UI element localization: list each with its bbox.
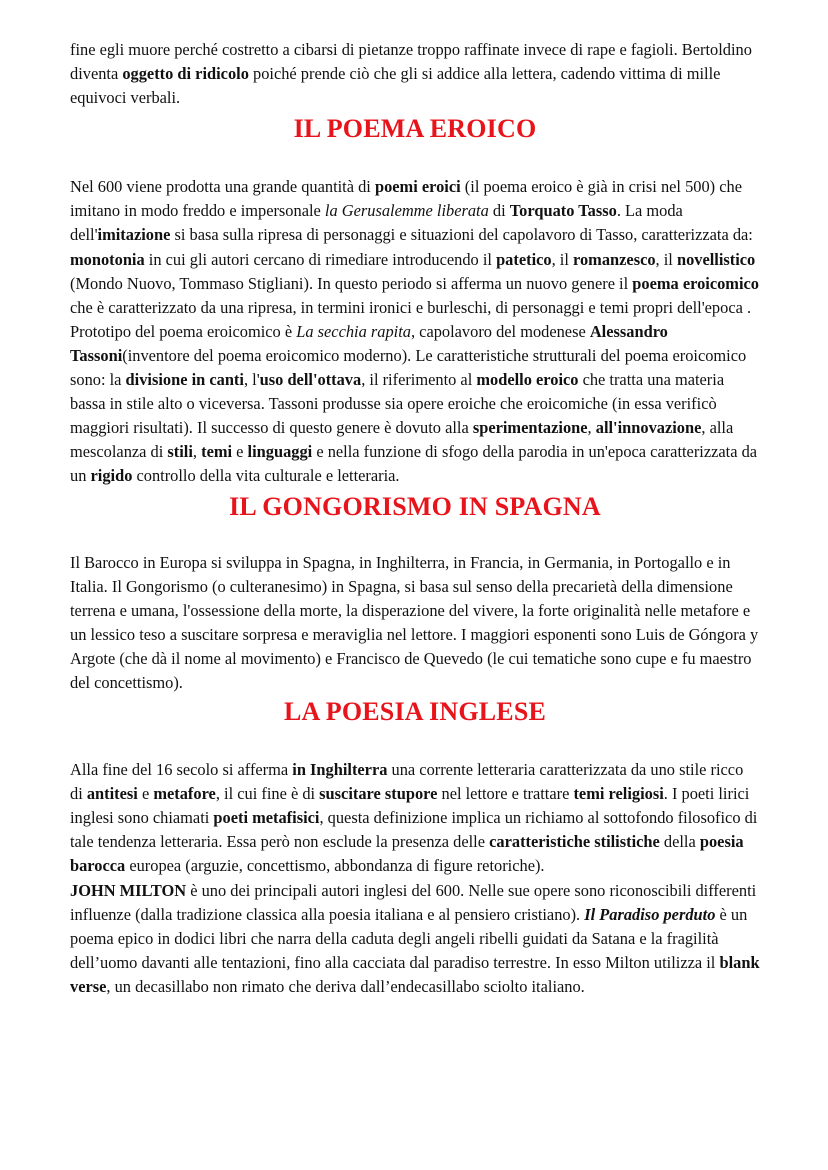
text-run: è uno dei principali autori inglesi del 600. Nelle sue opere sono riconoscibili differenti influenze (dalla tradizione classica alla poesia italiana e al pensiero cristiano).	[70, 880, 757, 924]
text-run: (inventore del poema eroicomico moderno). Le caratteristiche strutturali del poema eroicomico sono: la	[70, 345, 747, 390]
bold-term: poema eroicomico	[632, 273, 759, 293]
text-run: europea (arguzie, concettismo, abbondanza di figure retoriche).	[125, 856, 545, 876]
poema-eroico-paragraph	[70, 175, 760, 488]
bold-term: uso dell'ottava	[259, 370, 362, 390]
bold-term: oggetto di ridicolo	[122, 64, 249, 84]
text-run: e nella funzione di sfogo della parodia in un'epoca caratterizzata da un	[70, 442, 758, 486]
text-run: Alla fine del 16 secolo si afferma	[70, 760, 293, 780]
gongorismo-paragraph: Il Barocco in Europa si sviluppa in Spagna, in Inghilterra, in Francia, in Germania, in Portogallo e in Italia. Il Gongorismo (o culteranesimo) in Spagna, si basa sul senso della precarietà della dimensione terrena e umana, l'ossessione della morte, la disperazione del vivere, la forte originalità nelle metafore e un lessico teso a suscitare sorpresa e meraviglia nel lettore. I maggiori esponenti sono Luis de Góngora y Argote (che dà il nome al movimento) e Francisco de Quevedo (le cui tematiche sono cupe e fu maestro del concettismo).	[70, 552, 759, 692]
bold-term: Alessandro Tassoni	[70, 321, 668, 365]
text-run: , il riferimento al	[361, 370, 477, 390]
bold-term: linguaggi	[247, 442, 313, 462]
bold-term: antitesi	[86, 784, 138, 804]
text-run: , l'	[243, 370, 260, 390]
text-run: (il poema eroico è già in crisi nel 500) che imitano in modo freddo e impersonale	[70, 177, 742, 221]
bold-term: divisione in canti	[125, 370, 244, 390]
bold-term: modello eroico	[476, 370, 579, 390]
text-run: nel lettore e trattare	[437, 784, 574, 804]
bold-term: monotonia	[70, 249, 145, 269]
text-run: , un decasillabo non rimato che deriva dall’endecasillabo sciolto italiano.	[106, 976, 585, 996]
text-run: , il	[551, 249, 573, 269]
text-run: in cui gli autori cercano di rimediare introducendo il	[144, 249, 497, 269]
text-run: . I poeti lirici inglesi sono chiamati	[70, 784, 750, 828]
bold-term: romanzesco	[573, 249, 656, 269]
text-run: , il	[655, 249, 677, 269]
text-run: , questa definizione implica un richiamo al sottofondo filosofico di tale tendenza letteraria. Essa però non esclude la presenza delle	[70, 808, 758, 852]
bold-term: stili	[167, 442, 193, 462]
intro-paragraph	[70, 38, 760, 110]
text-run: di	[488, 201, 510, 221]
text-run: , alla mescolanza di	[70, 418, 734, 462]
bold-italic-title: Il Paradiso perduto	[584, 904, 716, 924]
text-run: che è caratterizzato da una ripresa, in termini ironici e burleschi, di personaggi e temi propri dell'epoca . Prototipo del poema eroicomico è	[70, 297, 752, 341]
bold-term: poesia barocca	[70, 832, 744, 876]
bold-term: novellistico	[676, 249, 756, 269]
text-run: (Mondo Nuovo, Tommaso Stigliani). In questo periodo si afferma un nuovo genere il	[70, 273, 633, 293]
text-run: , il cui fine è di	[215, 784, 320, 804]
heading-poema-eroico: IL POEMA EROICO	[293, 114, 537, 144]
bold-term: all'innovazione	[595, 418, 702, 438]
bold-term: poemi eroici	[374, 177, 461, 197]
bold-term: in Inghilterra	[292, 760, 388, 780]
heading-poesia-inglese: LA POESIA INGLESE	[283, 697, 547, 727]
bold-term: patetico	[496, 249, 552, 269]
text-run: si basa sulla ripresa di personaggi e situazioni del capolavoro di Tasso, caratterizzata da:	[170, 225, 753, 245]
text-run: è un poema epico in dodici libri che narra della caduta degli angeli ribelli guidati da Satana e la fragilità dell’uomo davanti alle tentazioni, fino alla cacciata dal paradiso terrestre. In esso Milton utilizza il	[70, 904, 748, 972]
milton-paragraph	[70, 879, 760, 999]
text-run: che tratta una materia bassa in stile alto o viceversa. Tassoni produsse sia opere eroiche che eroicomiche (in essa verificò maggiori risultati). Il successo di questo genere è dovuto alla	[70, 370, 725, 438]
document-page	[70, 38, 760, 999]
bold-term: Torquato Tasso	[509, 201, 617, 221]
italic-title: la Gerusalemme liberata	[324, 201, 489, 221]
text-run: ,	[192, 442, 202, 462]
bold-term: suscitare stupore	[319, 784, 438, 804]
text-run: . La moda dell'	[70, 201, 683, 245]
text-run: controllo della vita culturale e letteraria.	[132, 466, 400, 486]
bold-term: sperimentazione	[472, 418, 588, 438]
bold-term: poeti metafisici	[213, 808, 320, 828]
bold-term: caratteristiche stilistiche	[489, 832, 660, 852]
bold-term: metafore	[153, 784, 216, 804]
italic-title: La secchia rapita	[296, 321, 411, 341]
bold-term: imitazione	[97, 225, 171, 245]
text-run: una corrente letteraria caratterizzata da uno stile ricco di	[70, 760, 744, 804]
text-run: ,	[587, 418, 596, 438]
heading-gongorismo: IL GONGORISMO IN SPAGNA	[229, 491, 601, 521]
bold-term: blank verse	[70, 952, 760, 996]
bold-term: rigido	[90, 466, 133, 486]
text-run: Nel 600 viene prodotta una grande quantità di	[70, 177, 375, 197]
text-run: poiché prende ciò che gli si addice alla lettera, cadendo vittima di mille equivoci verbali.	[70, 64, 721, 108]
text-run: e	[137, 784, 154, 804]
text-run: , capolavoro del modenese	[410, 321, 590, 341]
bold-term: JOHN MILTON	[70, 880, 187, 900]
text-run: fine egli muore perché costretto a cibarsi di pietanze troppo raffinate invece di rape e fagioli. Bertoldino diventa	[70, 40, 752, 84]
poesia-inglese-paragraph	[70, 758, 760, 878]
bold-term: temi religiosi	[573, 784, 664, 804]
bold-term: temi	[201, 442, 233, 462]
text-run: e	[232, 442, 248, 462]
text-run: della	[659, 832, 700, 852]
